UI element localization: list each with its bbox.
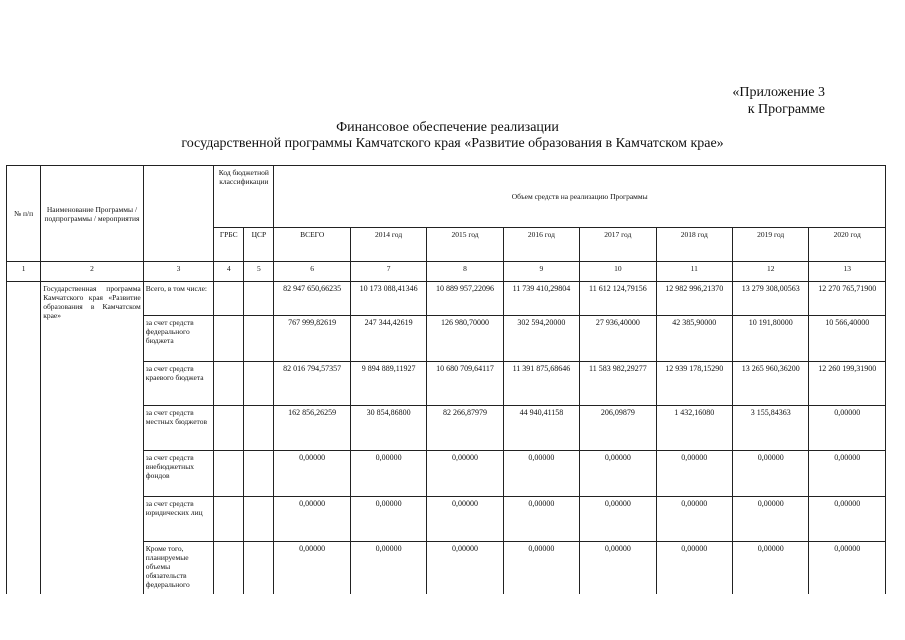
funding-source: за счет средств юридических лиц xyxy=(143,497,213,542)
header-csr: ЦСР xyxy=(244,228,274,262)
value-cell: 126 980,70000 xyxy=(427,316,503,362)
value-cell: 0,00000 xyxy=(732,542,808,594)
col-number: 1 xyxy=(7,262,41,282)
value-cell: 82 266,87979 xyxy=(427,406,503,451)
value-cell: 0,00000 xyxy=(656,451,732,497)
header-year-2020: 2020 год xyxy=(809,228,886,262)
scan-speck xyxy=(867,10,870,13)
funding-source: за счет средств федерального бюджета xyxy=(143,316,213,362)
value-cell: 82 947 650,66235 xyxy=(274,282,350,316)
value-cell: 11 391 875,68646 xyxy=(503,362,579,406)
col-number: 3 xyxy=(143,262,213,282)
value-cell: 11 739 410,29804 xyxy=(503,282,579,316)
csr-cell xyxy=(244,406,274,451)
header-num: № п/п xyxy=(7,166,41,262)
value-cell: 206,09879 xyxy=(580,406,656,451)
value-cell: 10 889 957,22096 xyxy=(427,282,503,316)
value-cell: 30 854,86800 xyxy=(350,406,426,451)
finance-table xyxy=(6,165,886,594)
col-number: 2 xyxy=(41,262,144,282)
col-number: 4 xyxy=(214,262,244,282)
header-year-2016: 2016 год xyxy=(503,228,579,262)
value-cell: 0,00000 xyxy=(274,451,350,497)
header-year-2019: 2019 год xyxy=(732,228,808,262)
funding-source: за счет средств местных бюджетов xyxy=(143,406,213,451)
header-name: Наименование Программы / подпрограммы / мероприятия xyxy=(41,166,144,262)
grbs-cell xyxy=(214,451,244,497)
column-numbers-row xyxy=(7,262,886,282)
value-cell: 0,00000 xyxy=(732,451,808,497)
value-cell: 1 432,16080 xyxy=(656,406,732,451)
header-year-2015: 2015 год xyxy=(427,228,503,262)
value-cell: 0,00000 xyxy=(427,542,503,594)
value-cell: 247 344,42619 xyxy=(350,316,426,362)
csr-cell xyxy=(244,542,274,594)
value-cell: 9 894 889,11927 xyxy=(350,362,426,406)
value-cell: 0,00000 xyxy=(427,451,503,497)
header-source-blank xyxy=(143,166,213,262)
value-cell: 0,00000 xyxy=(656,497,732,542)
value-cell: 42 385,90000 xyxy=(656,316,732,362)
col-number: 5 xyxy=(244,262,274,282)
grbs-cell xyxy=(214,406,244,451)
value-cell: 0,00000 xyxy=(732,497,808,542)
value-cell: 10 191,80000 xyxy=(732,316,808,362)
value-cell: 82 016 794,57357 xyxy=(274,362,350,406)
funding-source: Кроме того, планируемые объемы обязательств федерального xyxy=(143,542,213,594)
value-cell: 0,00000 xyxy=(350,497,426,542)
value-cell: 13 279 308,00563 xyxy=(732,282,808,316)
value-cell: 27 936,40000 xyxy=(580,316,656,362)
header-year-2017: 2017 год xyxy=(580,228,656,262)
funding-source: за счет средств краевого бюджета xyxy=(143,362,213,406)
value-cell: 0,00000 xyxy=(809,497,886,542)
program-name: Государственная программа Камчатского края «Развитие образования в Камчатском крае» xyxy=(41,282,144,594)
value-cell: 0,00000 xyxy=(350,542,426,594)
col-number: 12 xyxy=(732,262,808,282)
col-number: 13 xyxy=(809,262,886,282)
value-cell: 12 982 996,21370 xyxy=(656,282,732,316)
header-row-1 xyxy=(7,166,886,228)
csr-cell xyxy=(244,497,274,542)
col-number: 9 xyxy=(503,262,579,282)
value-cell: 0,00000 xyxy=(350,451,426,497)
header-volume-group: Объем средств на реализацию Программы xyxy=(274,166,886,228)
value-cell: 11 583 982,29277 xyxy=(580,362,656,406)
header-year-2014: 2014 год xyxy=(350,228,426,262)
grbs-cell xyxy=(214,497,244,542)
value-cell: 0,00000 xyxy=(809,451,886,497)
col-number: 11 xyxy=(656,262,732,282)
grbs-cell xyxy=(214,362,244,406)
value-cell: 0,00000 xyxy=(503,451,579,497)
value-cell: 12 939 178,15290 xyxy=(656,362,732,406)
value-cell: 0,00000 xyxy=(809,542,886,594)
header-grbs: ГРБС xyxy=(214,228,244,262)
value-cell: 0,00000 xyxy=(580,451,656,497)
grbs-cell xyxy=(214,282,244,316)
funding-source: Всего, в том числе: xyxy=(143,282,213,316)
row-number-cell xyxy=(7,282,41,594)
value-cell: 0,00000 xyxy=(656,542,732,594)
value-cell: 12 270 765,71900 xyxy=(809,282,886,316)
appendix-line-2: к Программе xyxy=(747,102,825,117)
title-line-1: Финансовое обеспечение реализации xyxy=(336,120,559,135)
csr-cell xyxy=(244,362,274,406)
value-cell: 13 265 960,36200 xyxy=(732,362,808,406)
header-year-total: ВСЕГО xyxy=(274,228,350,262)
funding-source: за счет средств внебюджетных фондов xyxy=(143,451,213,497)
col-number: 8 xyxy=(427,262,503,282)
value-cell: 0,00000 xyxy=(274,497,350,542)
value-cell: 162 856,26259 xyxy=(274,406,350,451)
value-cell: 12 260 199,31900 xyxy=(809,362,886,406)
header-year-2018: 2018 год xyxy=(656,228,732,262)
value-cell: 767 999,82619 xyxy=(274,316,350,362)
col-number: 6 xyxy=(274,262,350,282)
value-cell: 44 940,41158 xyxy=(503,406,579,451)
value-cell: 10 173 088,41346 xyxy=(350,282,426,316)
value-cell: 10 680 709,64117 xyxy=(427,362,503,406)
csr-cell xyxy=(244,451,274,497)
value-cell: 0,00000 xyxy=(503,497,579,542)
col-number: 7 xyxy=(350,262,426,282)
csr-cell xyxy=(244,316,274,362)
appendix-line-1: «Приложение 3 xyxy=(732,85,825,100)
header-code-group: Код бюджетной классификации xyxy=(214,166,274,228)
value-cell: 0,00000 xyxy=(580,542,656,594)
value-cell: 0,00000 xyxy=(503,542,579,594)
grbs-cell xyxy=(214,316,244,362)
appendix-caption xyxy=(732,84,825,118)
title-line-2: государственной программы Камчатского края «Развитие образования в Камчатском крае» xyxy=(181,136,724,151)
csr-cell xyxy=(244,282,274,316)
grbs-cell xyxy=(214,542,244,594)
value-cell: 0,00000 xyxy=(427,497,503,542)
value-cell: 11 612 124,79156 xyxy=(580,282,656,316)
value-cell: 302 594,20000 xyxy=(503,316,579,362)
value-cell: 0,00000 xyxy=(580,497,656,542)
value-cell: 3 155,84363 xyxy=(732,406,808,451)
value-cell: 0,00000 xyxy=(809,406,886,451)
value-cell: 10 566,40000 xyxy=(809,316,886,362)
col-number: 10 xyxy=(580,262,656,282)
document-title xyxy=(0,120,905,152)
value-cell: 0,00000 xyxy=(274,542,350,594)
table-row xyxy=(7,282,886,316)
